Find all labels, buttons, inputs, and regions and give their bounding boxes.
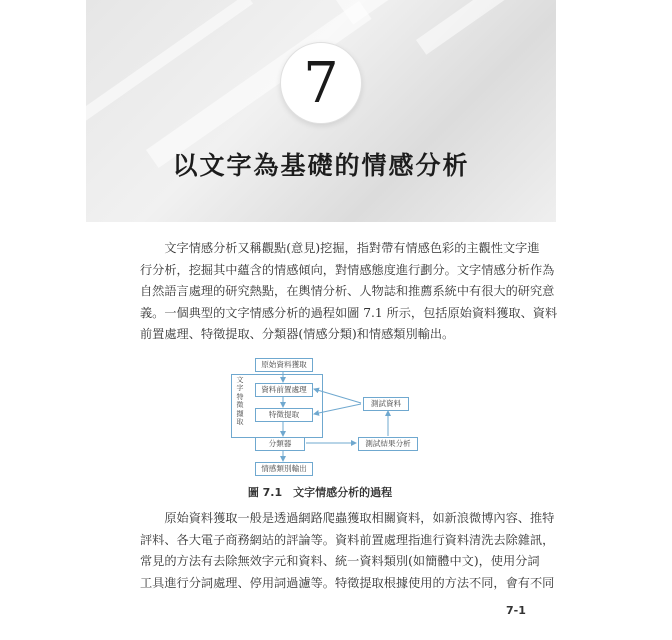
chapter-number: 7 xyxy=(303,51,339,116)
box-feature: 特徵提取 xyxy=(255,408,313,422)
paragraph-line: 前置處理、特徵提取、分類器(情感分類)和情感類別輸出。 xyxy=(140,327,455,341)
box-classifier: 分類器 xyxy=(255,437,305,451)
intro-paragraph xyxy=(140,238,558,346)
paragraph-line: 文字情感分析又稱觀點(意見)挖掘，指對帶有情感色彩的主觀性文字進 xyxy=(140,241,540,255)
box-test-analysis: 測試結果分析 xyxy=(358,437,418,451)
paragraph-line: 行分析，挖掘其中蘊含的情感傾向，對情感態度進行劃分。文字情感分析作為 xyxy=(140,262,555,277)
process-diagram xyxy=(228,352,428,478)
paragraph-line: 原始資料獲取一般是透過網路爬蟲獲取相關資料，如新浪微博內容、推特 xyxy=(140,511,555,525)
paragraph-line: 自然語言處理的研究熱點，在輿情分析、人物誌和推薦系統中有很大的研究意 xyxy=(140,284,555,298)
box-preprocess: 資料前置處理 xyxy=(255,383,313,397)
chapter-title: 以文字為基礎的情感分析 xyxy=(172,151,470,180)
box-output: 情感類別輸出 xyxy=(255,462,313,476)
figure-caption: 圖 7.1 文字情感分析的過程 xyxy=(247,486,393,499)
paragraph-line: 工具進行分詞處理、停用詞過濾等。特徵提取根據使用的方法不同，會有不同 xyxy=(140,575,555,590)
page-number: 7-1 xyxy=(506,604,526,617)
box-test-data: 測試資料 xyxy=(363,397,409,411)
group-label: 文字特徵擷取 xyxy=(236,376,244,427)
body-paragraph xyxy=(140,508,555,594)
paragraph-line: 常見的方法有去除無效字元和資料、統一資料類別(如簡體中文)，使用分詞 xyxy=(140,554,540,568)
paragraph-line: 義。一個典型的文字情感分析的過程如圖 7.1 所示，包括原始資料獲取、資料 xyxy=(140,305,558,320)
paragraph-line: 評料、各大電子商務網站的評論等。資料前置處理指進行資料清洗去除雜訊， xyxy=(140,532,555,547)
box-raw-data: 原始資料獲取 xyxy=(255,358,313,372)
chapter-number-badge xyxy=(280,42,362,124)
